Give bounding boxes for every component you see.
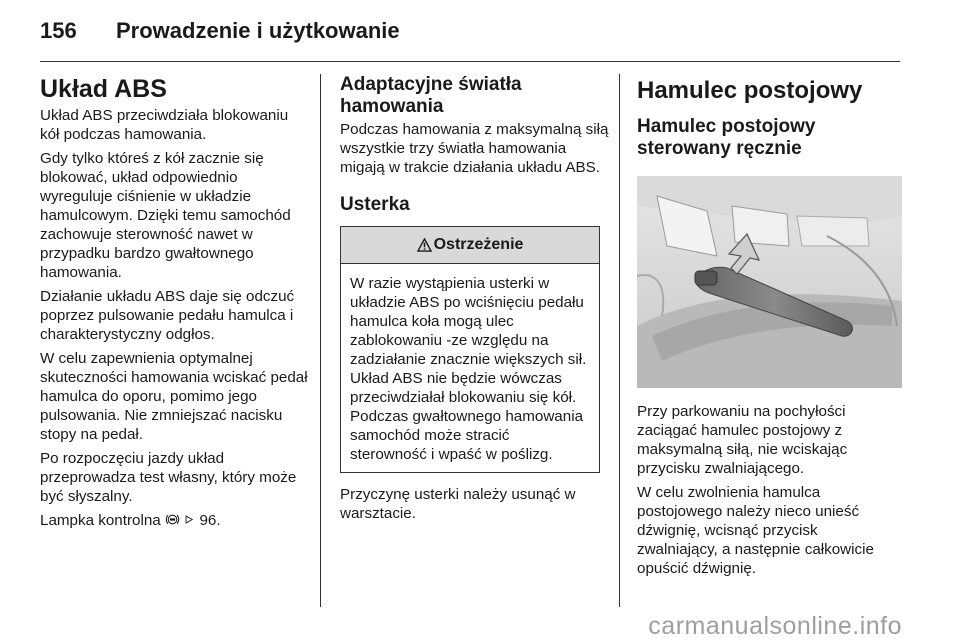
abs-paragraph-5: Po rozpoczęciu jazdy układ przeprowadza test własny, który może być słyszalny. bbox=[40, 450, 297, 505]
abs-paragraph-3: Działanie układu ABS daje się odczuć poprzez pulsowanie pedału hamulca i charakterystyczny odgłos. bbox=[40, 288, 295, 343]
warning-triangle-icon bbox=[417, 238, 432, 252]
lamp-label: Lampka kontrolna bbox=[40, 512, 161, 529]
parking-brake-column bbox=[637, 74, 902, 583]
watermark: carmanualsonline.info bbox=[648, 612, 902, 640]
header-divider bbox=[40, 61, 900, 62]
column-divider-1 bbox=[320, 74, 321, 607]
parking-paragraph-2: W celu zwolnienia hamulca postojowego należy nieco unieść dźwignię, wcisnąć przycisk zwalniający, a następnie całkowicie opuścić dźwignię. bbox=[637, 484, 874, 577]
abs-warning-lamp-icon bbox=[165, 512, 180, 527]
fault-paragraph: Przyczynę usterki należy usunąć w warsztacie. bbox=[340, 486, 576, 522]
warning-header bbox=[341, 227, 599, 264]
abs-column bbox=[40, 74, 308, 535]
parking-brake-lever-image bbox=[637, 176, 902, 388]
lamp-page-ref[interactable]: 96. bbox=[199, 512, 221, 529]
page-header bbox=[40, 14, 400, 48]
adaptive-brake-lights-paragraph: Podczas hamowania z maksymalną siłą wszystkie trzy światła hamowania migają w trakcie działania układu ABS. bbox=[340, 121, 609, 176]
column-divider-2 bbox=[619, 74, 620, 607]
page-reference-icon bbox=[184, 512, 195, 527]
warning-text: W razie wystąpienia usterki w układzie ABS po wciśnięciu pedału hamulca koła mogą ulec zablokowaniu -ze względu na zadziałanie znacznie większych sił. Układ ABS nie będzie wówczas przeciwdziałał blokowaniu się kół. Podczas gwałtownego hamowania samochód może stracić sterowność i wpaść w poślizg. bbox=[350, 275, 587, 463]
parking-brake-illustration bbox=[637, 176, 902, 388]
abs-heading: Układ ABS bbox=[40, 75, 167, 103]
warning-label: Ostrzeżenie bbox=[433, 236, 524, 253]
parking-paragraph-1: Przy parkowaniu na pochyłości zaciągać hamulec postojowy z maksymalną siłą, nie wciskając przycisku zwalniającego. bbox=[637, 403, 848, 477]
adaptive-brake-lights-heading: Adaptacyjne światła hamowania bbox=[340, 74, 522, 117]
manual-parking-brake-subheading: Hamulec postojowy sterowany ręcznie bbox=[637, 116, 816, 159]
brake-lights-column bbox=[340, 74, 610, 528]
warning-box bbox=[340, 226, 600, 473]
abs-paragraph-4: W celu zapewnienia optymalnej skuteczności hamowania wciskać pedał hamulca do oporu, pomimo jego pulsowania. Nie zmniejszać nacisku stopy na pedał. bbox=[40, 350, 308, 443]
abs-paragraph-2: Gdy tylko któreś z kół zacznie się blokować, układ odpowiednio wyreguluje ciśnienie w układzie hamulcowym. Dzięki temu samochód zachowuje sterowność nawet w przypadku bardzo gwałtownego hamowania. bbox=[40, 150, 291, 281]
fault-heading: Usterka bbox=[340, 194, 410, 215]
abs-paragraph-1: Układ ABS przeciwdziała blokowaniu kół podczas hamowania. bbox=[40, 107, 289, 143]
section-title: Prowadzenie i użytkowanie bbox=[116, 18, 400, 43]
parking-brake-heading: Hamulec postojowy bbox=[637, 77, 863, 104]
abs-lamp-line bbox=[40, 511, 308, 530]
page-number: 156 bbox=[40, 18, 77, 43]
